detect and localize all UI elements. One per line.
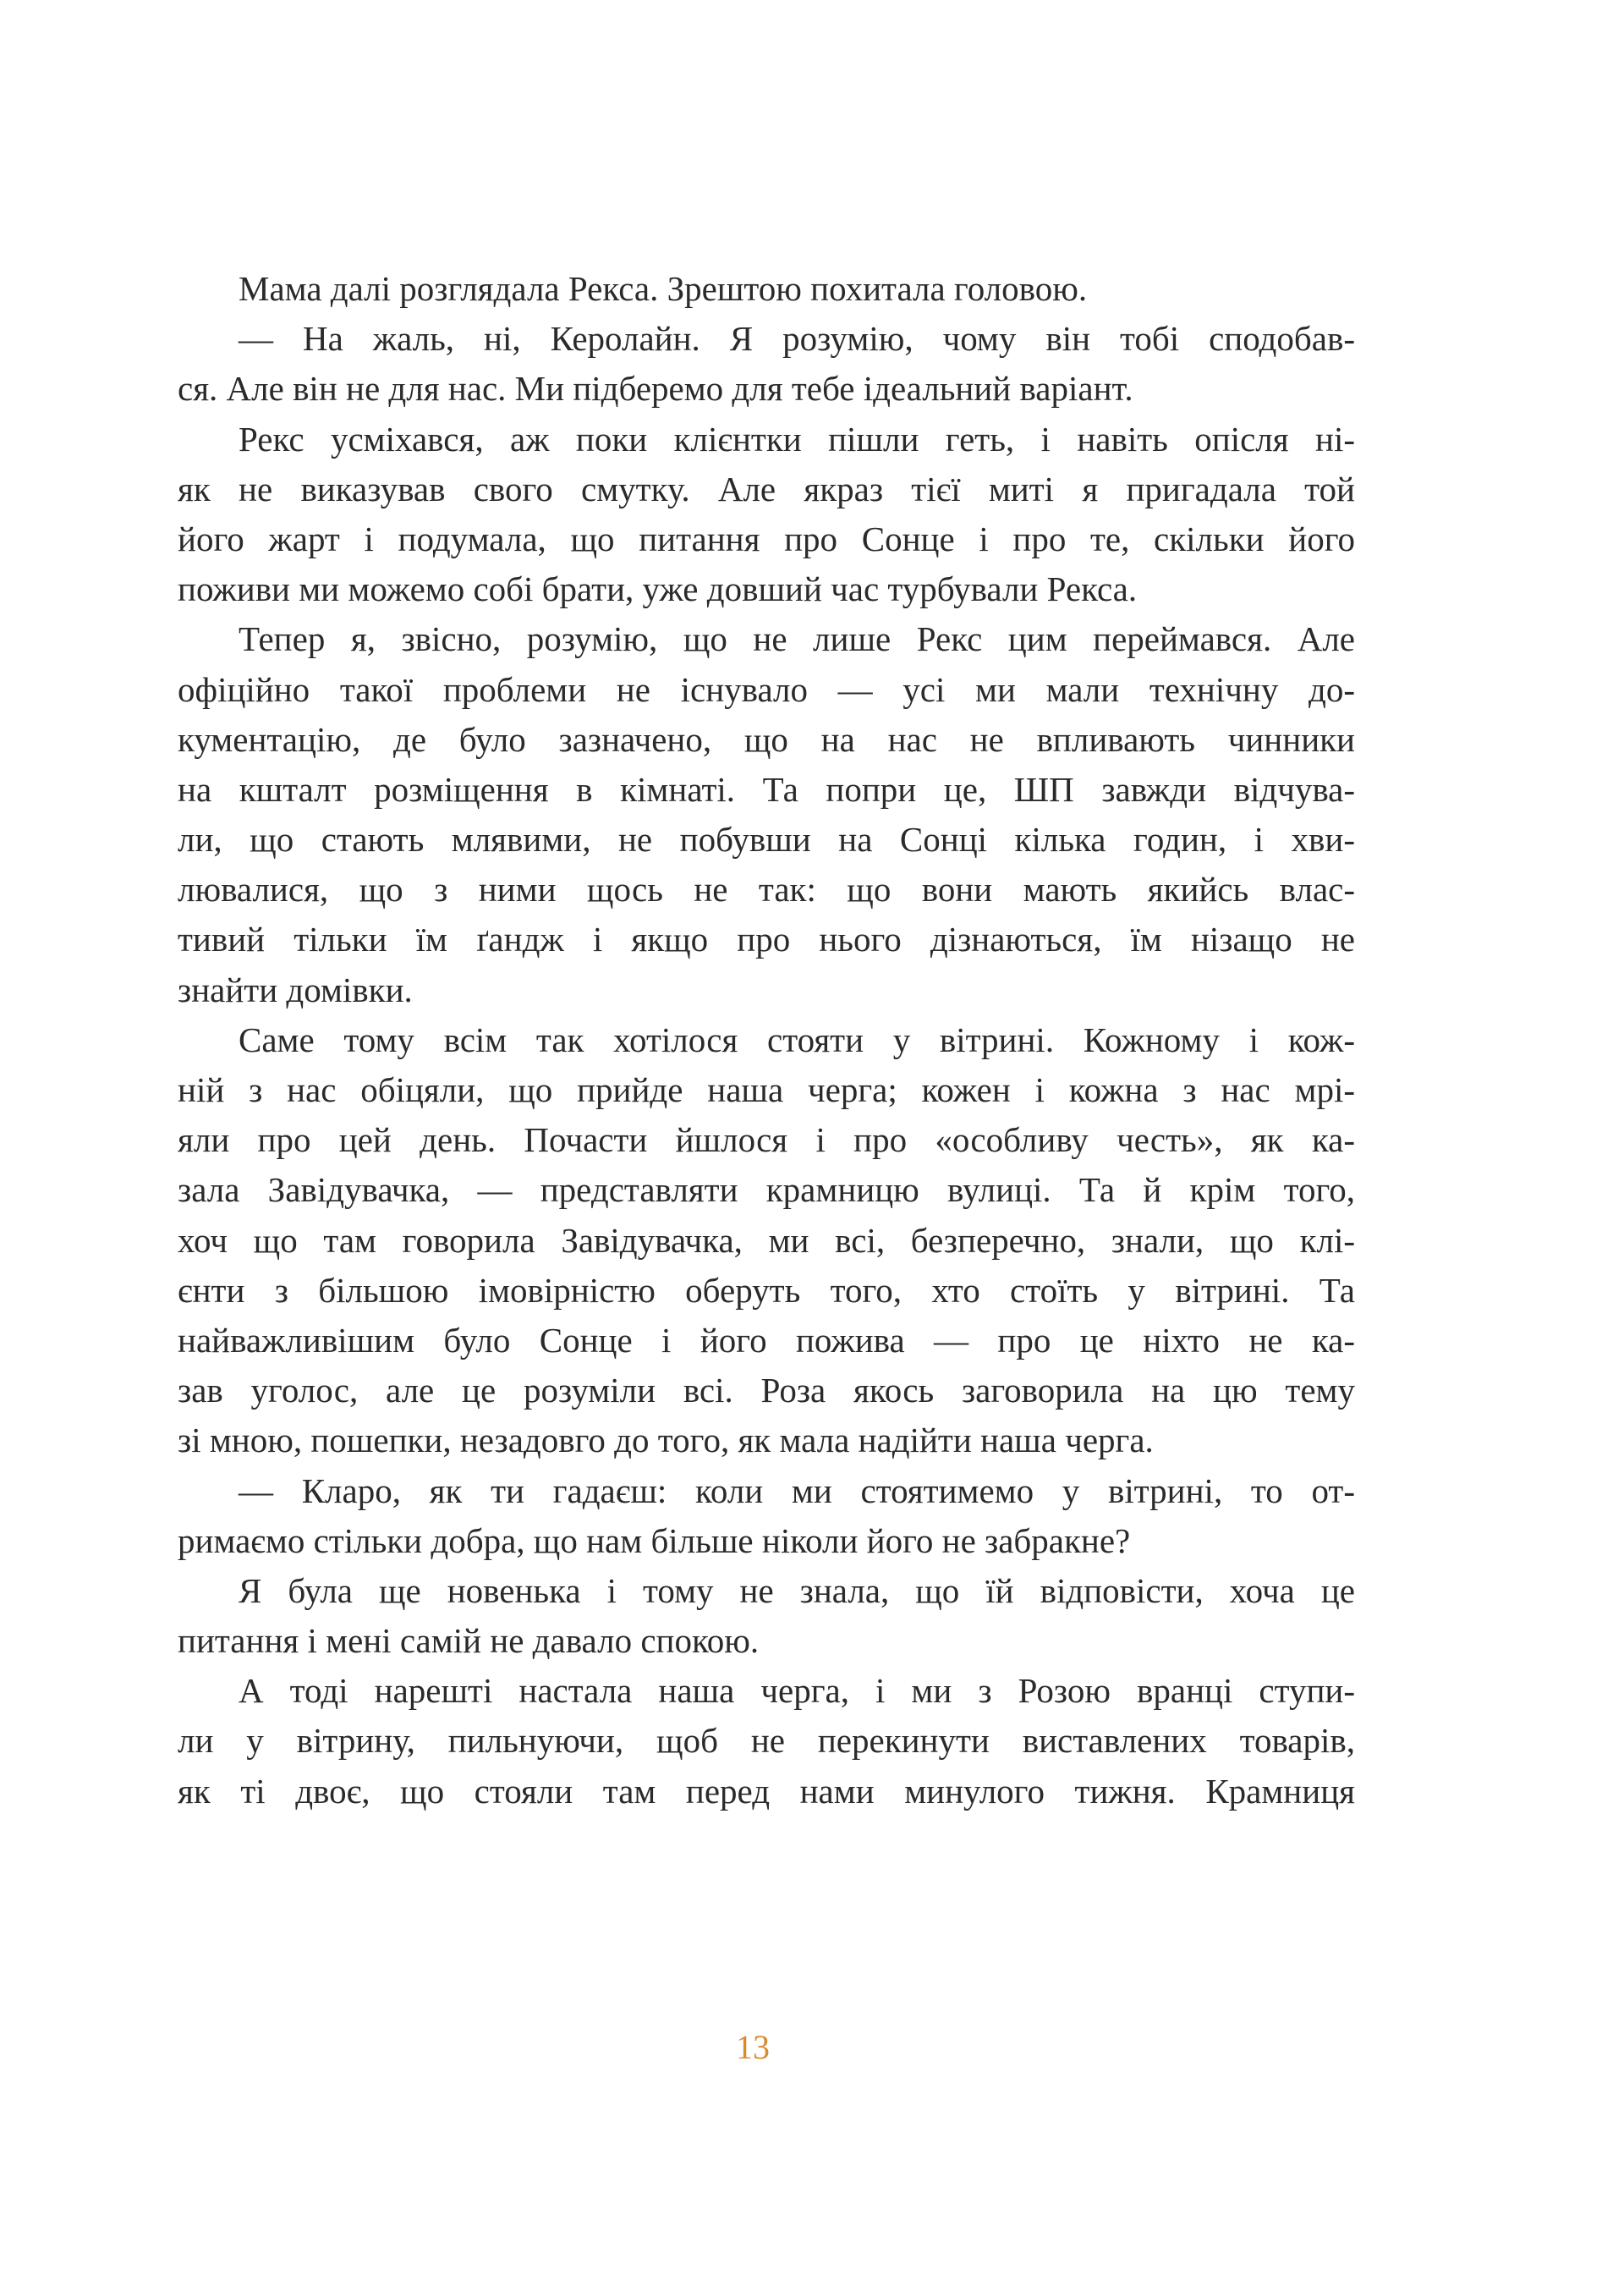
text-line: як ті двоє, що стояли там перед нами минулого тижня. Крамниця (178, 1771, 1355, 1811)
text-line: кументацію, де було зазначено, що на нас не впливають чинники (178, 719, 1355, 759)
text-line: його жарт і подумала, що питання про Сонце і про те, скільки його (178, 519, 1355, 558)
text-line: ли у вітрину, пильнуючи, щоб не перекинути виставлених товарів, (178, 1721, 1355, 1761)
text-line: знайти домівки. (178, 970, 413, 1009)
text-line: зі мною, пошепки, незадовго до того, як мала надійти наша черга. (178, 1421, 1154, 1460)
text-line: — На жаль, ні, Керолайн. Я розумію, чому він тобі сподобав- (239, 319, 1355, 359)
text-line: тивий тільки їм ґандж і якщо про нього дізнаються, їм нізащо не (178, 920, 1355, 959)
text-line: зав уголос, але це розуміли всі. Роза якось заговорила на цю тему (178, 1371, 1355, 1410)
text-line: Мама далі розглядала Рекса. Зрештою похитала головою. (239, 269, 1088, 308)
page-number: 13 (736, 2028, 770, 2066)
body-text (178, 264, 1355, 1817)
text-line: ній з нас обіцяли, що прийде наша черга; кожен і кожна з нас мрі- (178, 1070, 1355, 1109)
text-line: яли про цей день. Почасти йшлося і про «особливу честь», як ка- (178, 1120, 1355, 1160)
text-line: Саме тому всім так хотілося стояти у вітрині. Кожному і кож- (239, 1020, 1355, 1059)
text-line: римаємо стільки добра, що нам більше ніколи його не забракне? (178, 1520, 1131, 1560)
text-line: лювалися, що з ними щось не так: що вони мають якийсь влас- (178, 870, 1355, 910)
text-line: Тепер я, звісно, розумію, що не лише Рекс цим переймався. Але (239, 619, 1355, 659)
text-line: найважливішим було Сонце і його пожива — про це ніхто не ка- (178, 1320, 1355, 1360)
text-line: хоч що там говорила Завідувачка, ми всі, безперечно, знали, що клі- (178, 1220, 1355, 1260)
text-line: ся. Але він не для нас. Ми підберемо для тебе ідеальний варіант. (178, 369, 1133, 409)
text-line: єнти з більшою імовірністю оберуть того, хто стоїть у вітрині. Та (178, 1270, 1355, 1310)
text-line: Я була ще новенька і тому не знала, що їй відповісти, хоча це (239, 1570, 1355, 1610)
text-line: ли, що стають млявими, не побувши на Сонці кілька годин, і хви- (178, 820, 1355, 860)
text-line: питання і мені самій не давало спокою. (178, 1621, 760, 1661)
text-line: як не виказував свого смутку. Але якраз тієї миті я пригадала той (178, 469, 1355, 508)
text-line: Рекс усміхався, аж поки клієнтки пішли геть, і навіть опісля ні- (239, 419, 1355, 459)
text-line: офіційно такої проблеми не існувало — усі ми мали технічну до- (178, 669, 1355, 709)
text-line: — Кларо, як ти гадаєш: коли ми стоятимемо у вітрині, то от- (239, 1470, 1355, 1510)
text-line: А тоді нарешті настала наша черга, і ми з Розою вранці ступи- (239, 1671, 1355, 1711)
text-line: поживи ми можемо собі брати, уже довший час турбували Рекса. (178, 569, 1138, 609)
text-line: зала Завідувачка, — представляти крамницю вулиці. Та й крім того, (178, 1170, 1355, 1210)
text-line: на кшталт розміщення в кімнаті. Та попри це, ШП завжди відчува- (178, 769, 1355, 809)
